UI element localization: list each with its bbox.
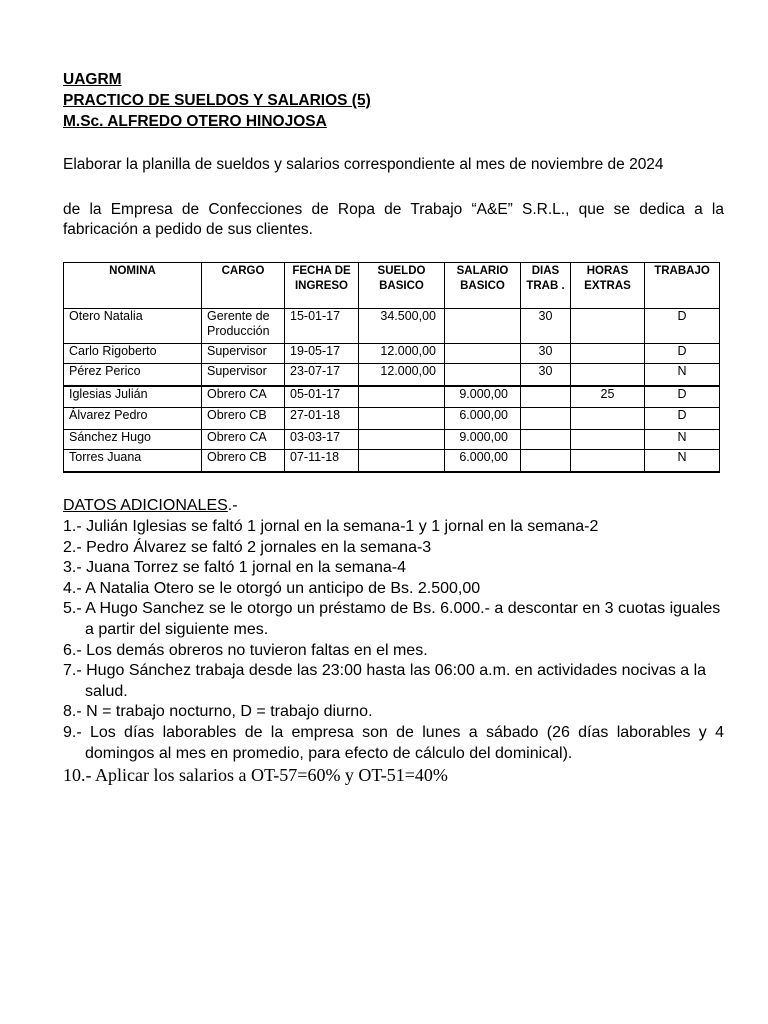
col-header-fecha-ingreso: FECHA DE INGRESO <box>285 263 359 309</box>
cell-nomina: Pérez Perico <box>64 364 202 386</box>
cell-trabajo: N <box>645 430 720 450</box>
cell-cargo: Obrero CA <box>202 386 285 408</box>
table-row <box>64 309 720 344</box>
cell-trabajo: D <box>645 408 720 430</box>
cell-sueldo <box>359 450 445 472</box>
cell-dias: 30 <box>521 309 571 344</box>
cell-horas <box>571 364 645 386</box>
cell-fecha: 03-03-17 <box>285 430 359 450</box>
cell-salario: 9.000,00 <box>445 386 521 408</box>
list-item: 9.- Los días laborables de la empresa son de lunes a sábado (26 días laborables y 4 domingos al mes en promedio, para efecto de cálculo del dominical). <box>63 723 724 762</box>
list-item: 7.- Hugo Sánchez trabaja desde las 23:00 hasta las 06:00 a.m. en actividades nocivas a la salud. <box>63 662 707 700</box>
cell-horas <box>571 408 645 430</box>
cell-cargo: Supervisor <box>202 364 285 386</box>
payroll-table <box>63 262 720 473</box>
cell-cargo: Obrero CB <box>202 408 285 430</box>
cell-fecha: 23-07-17 <box>285 364 359 386</box>
cell-nomina: Carlo Rigoberto <box>64 344 202 364</box>
list-item: 6.- Los demás obreros no tuvieron faltas en el mes. <box>63 641 428 659</box>
cell-dias <box>521 408 571 430</box>
cell-sueldo: 12.000,00 <box>359 364 445 386</box>
cell-salario <box>445 364 521 386</box>
cell-horas: 25 <box>571 386 645 408</box>
cell-cargo: Supervisor <box>202 344 285 364</box>
cell-horas <box>571 344 645 364</box>
cell-trabajo: D <box>645 344 720 364</box>
cell-trabajo: D <box>645 309 720 344</box>
cell-salario: 9.000,00 <box>445 430 521 450</box>
header-title: PRACTICO DE SUELDOS Y SALARIOS (5) <box>63 92 371 109</box>
cell-fecha: 19-05-17 <box>285 344 359 364</box>
list-item: 10.- Aplicar los salarios a OT-57=60% y OT-51=40% <box>63 765 448 786</box>
header-university: UAGRM <box>63 71 122 88</box>
cell-salario: 6.000,00 <box>445 450 521 472</box>
cell-fecha: 15-01-17 <box>285 309 359 344</box>
table-row <box>64 364 720 386</box>
list-item: 5.- A Hugo Sanchez se le otorgo un préstamo de Bs. 6.000.- a descontar en 3 cuotas iguales a partir del siguiente mes. <box>63 600 721 638</box>
table-row <box>64 408 720 430</box>
cell-sueldo: 34.500,00 <box>359 309 445 344</box>
col-header-horas-extras: HORAS EXTRAS <box>571 263 645 309</box>
cell-nomina: Iglesias Julián <box>64 386 202 408</box>
cell-fecha: 27-01-18 <box>285 408 359 430</box>
cell-dias <box>521 386 571 408</box>
list-item: 1.- Julián Iglesias se faltó 1 jornal en la semana-1 y 1 jornal en la semana-2 <box>63 518 599 535</box>
list-item: 8.- N = trabajo nocturno, D = trabajo diurno. <box>63 703 373 721</box>
cell-nomina: Álvarez Pedro <box>64 408 202 430</box>
datos-adicionales-suffix: .- <box>227 497 238 514</box>
cell-trabajo: D <box>645 386 720 408</box>
cell-trabajo: N <box>645 450 720 472</box>
list-item: 3.- Juana Torrez se faltó 1 jornal en la semana-4 <box>63 559 407 577</box>
cell-salario <box>445 344 521 364</box>
cell-horas <box>571 430 645 450</box>
datos-adicionales-title: DATOS ADICIONALES <box>63 497 228 514</box>
col-header-trabajo: TRABAJO <box>645 263 720 309</box>
cell-fecha: 05-01-17 <box>285 386 359 408</box>
col-header-sueldo-basico: SUELDO BASICO <box>359 263 445 309</box>
header-author: M.Sc. ALFREDO OTERO HINOJOSA <box>63 113 327 130</box>
col-header-dias-trab: DIAS TRAB . <box>521 263 571 309</box>
cell-salario: 6.000,00 <box>445 408 521 430</box>
cell-dias: 30 <box>521 364 571 386</box>
table-row <box>64 450 720 472</box>
cell-salario <box>445 309 521 344</box>
intro-paragraph-2: de la Empresa de Confecciones de Ropa de Trabajo “A&E” S.R.L., que se dedica a la fabricación a pedido de sus clientes. <box>63 201 724 238</box>
cell-dias: 30 <box>521 344 571 364</box>
table-row <box>64 344 720 364</box>
col-header-nomina: NOMINA <box>64 263 202 309</box>
cell-trabajo: N <box>645 364 720 386</box>
cell-horas <box>571 450 645 472</box>
cell-horas <box>571 309 645 344</box>
table-header-row <box>64 263 720 309</box>
cell-sueldo <box>359 386 445 408</box>
cell-dias <box>521 450 571 472</box>
list-item: 4.- A Natalia Otero se le otorgó un anticipo de Bs. 2.500,00 <box>63 579 481 597</box>
datos-adicionales-list <box>63 517 724 786</box>
cell-sueldo <box>359 430 445 450</box>
cell-fecha: 07-11-18 <box>285 450 359 472</box>
table-row <box>64 386 720 408</box>
cell-nomina: Sánchez Hugo <box>64 430 202 450</box>
cell-cargo: Obrero CA <box>202 430 285 450</box>
cell-sueldo: 12.000,00 <box>359 344 445 364</box>
list-item: 2.- Pedro Álvarez se faltó 2 jornales en la semana-3 <box>63 538 432 556</box>
table-row <box>64 430 720 450</box>
datos-adicionales-heading <box>63 496 238 516</box>
cell-cargo: Gerente de Producción <box>202 309 285 344</box>
intro-paragraph-1: Elaborar la planilla de sueldos y salarios correspondiente al mes de noviembre de 2024 <box>63 156 664 173</box>
cell-dias <box>521 430 571 450</box>
col-header-salario-basico: SALARIO BASICO <box>445 263 521 309</box>
cell-sueldo <box>359 408 445 430</box>
cell-nomina: Otero Natalia <box>64 309 202 344</box>
cell-cargo: Obrero CB <box>202 450 285 472</box>
col-header-cargo: CARGO <box>202 263 285 309</box>
cell-nomina: Torres Juana <box>64 450 202 472</box>
